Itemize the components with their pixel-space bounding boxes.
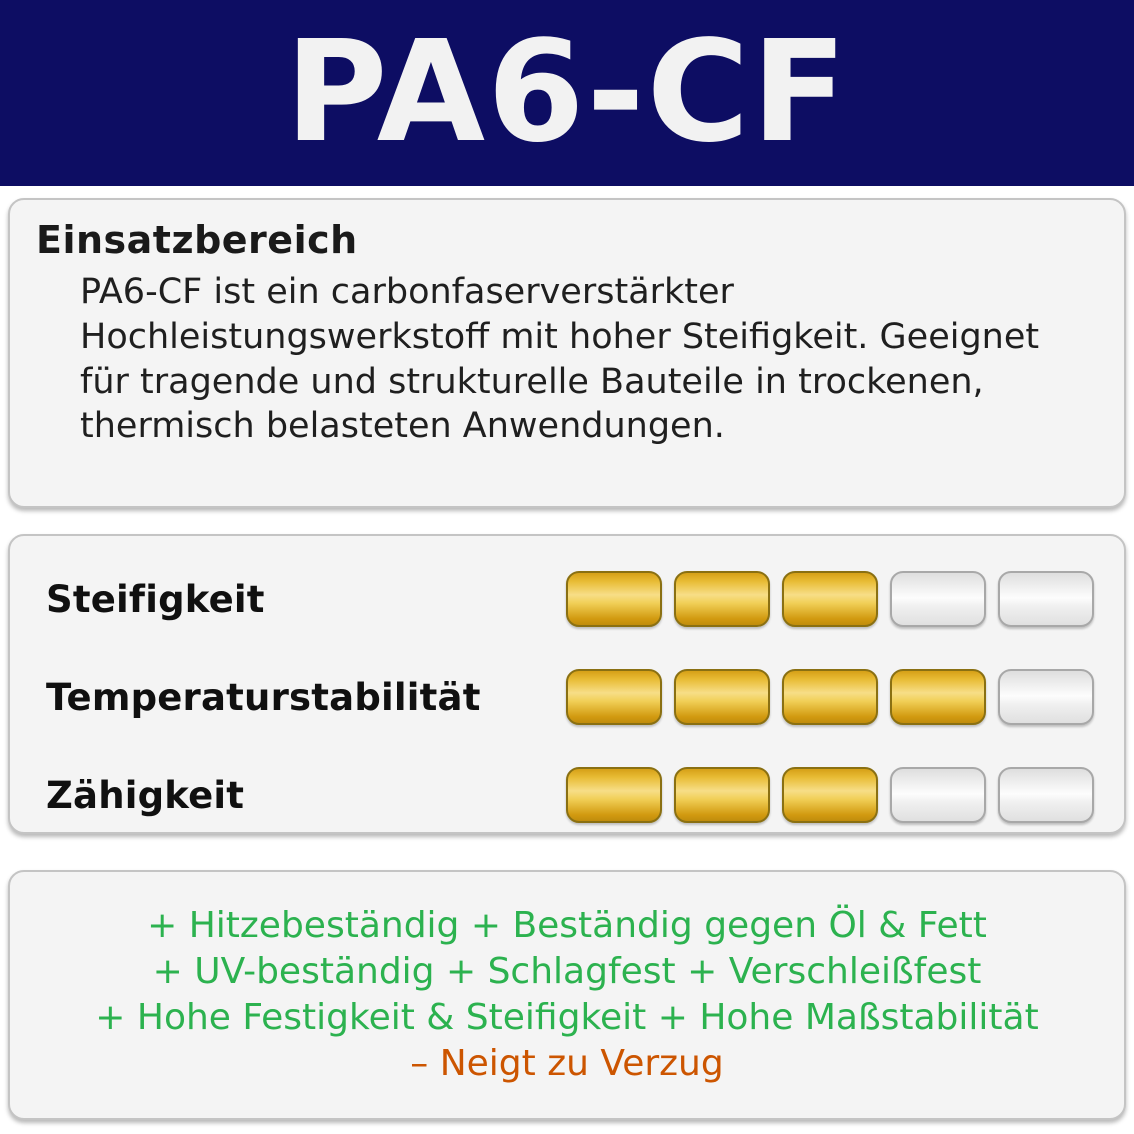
rating-pip-empty [998, 571, 1094, 627]
usage-card [8, 198, 1126, 508]
rating-pip-filled [566, 767, 662, 823]
rating-pip-filled [566, 669, 662, 725]
rating-row [30, 746, 1104, 844]
rating-pip-filled [674, 669, 770, 725]
properties-card [8, 870, 1126, 1120]
property-line-positive: + Hitzebeständig + Beständig gegen Öl & Fett [147, 904, 987, 946]
rating-pip-empty [998, 669, 1094, 725]
ratings-card [8, 534, 1126, 834]
property-line-positive: + Hohe Festigkeit & Steifigkeit + Hohe Maßstabilität [95, 997, 1039, 1038]
rating-pips [566, 767, 1094, 823]
rating-label: Temperaturstabilität [46, 675, 481, 719]
rating-label: Zähigkeit [46, 773, 245, 817]
rating-pip-empty [890, 571, 986, 627]
rating-pip-empty [890, 767, 986, 823]
rating-pip-filled [782, 571, 878, 627]
rating-row [30, 550, 1104, 648]
usage-description: PA6-CF ist ein carbonfaserverstärkter Hochleistungswerkstoff mit hoher Steifigkeit. Geeignet für tragende und strukturelle Bauteile in trockenen, thermisch belasteten Anwendungen. [80, 272, 1040, 447]
rating-pip-filled [566, 571, 662, 627]
usage-heading: Einsatzbereich [36, 218, 358, 262]
property-line-positive: + UV-beständig + Schlagfest + Verschleißfest [152, 950, 982, 992]
rating-pips [566, 669, 1094, 725]
rating-pip-filled [782, 669, 878, 725]
rating-pip-filled [890, 669, 986, 725]
rating-row [30, 648, 1104, 746]
page-title: PA6-CF [284, 11, 849, 174]
property-line-negative: – Neigt zu Verzug [410, 1043, 724, 1085]
rating-pip-filled [674, 767, 770, 823]
rating-pip-filled [782, 767, 878, 823]
rating-label: Steifigkeit [46, 577, 265, 621]
rating-pips [566, 571, 1094, 627]
title-banner [0, 0, 1134, 186]
rating-pip-empty [998, 767, 1094, 823]
rating-pip-filled [674, 571, 770, 627]
